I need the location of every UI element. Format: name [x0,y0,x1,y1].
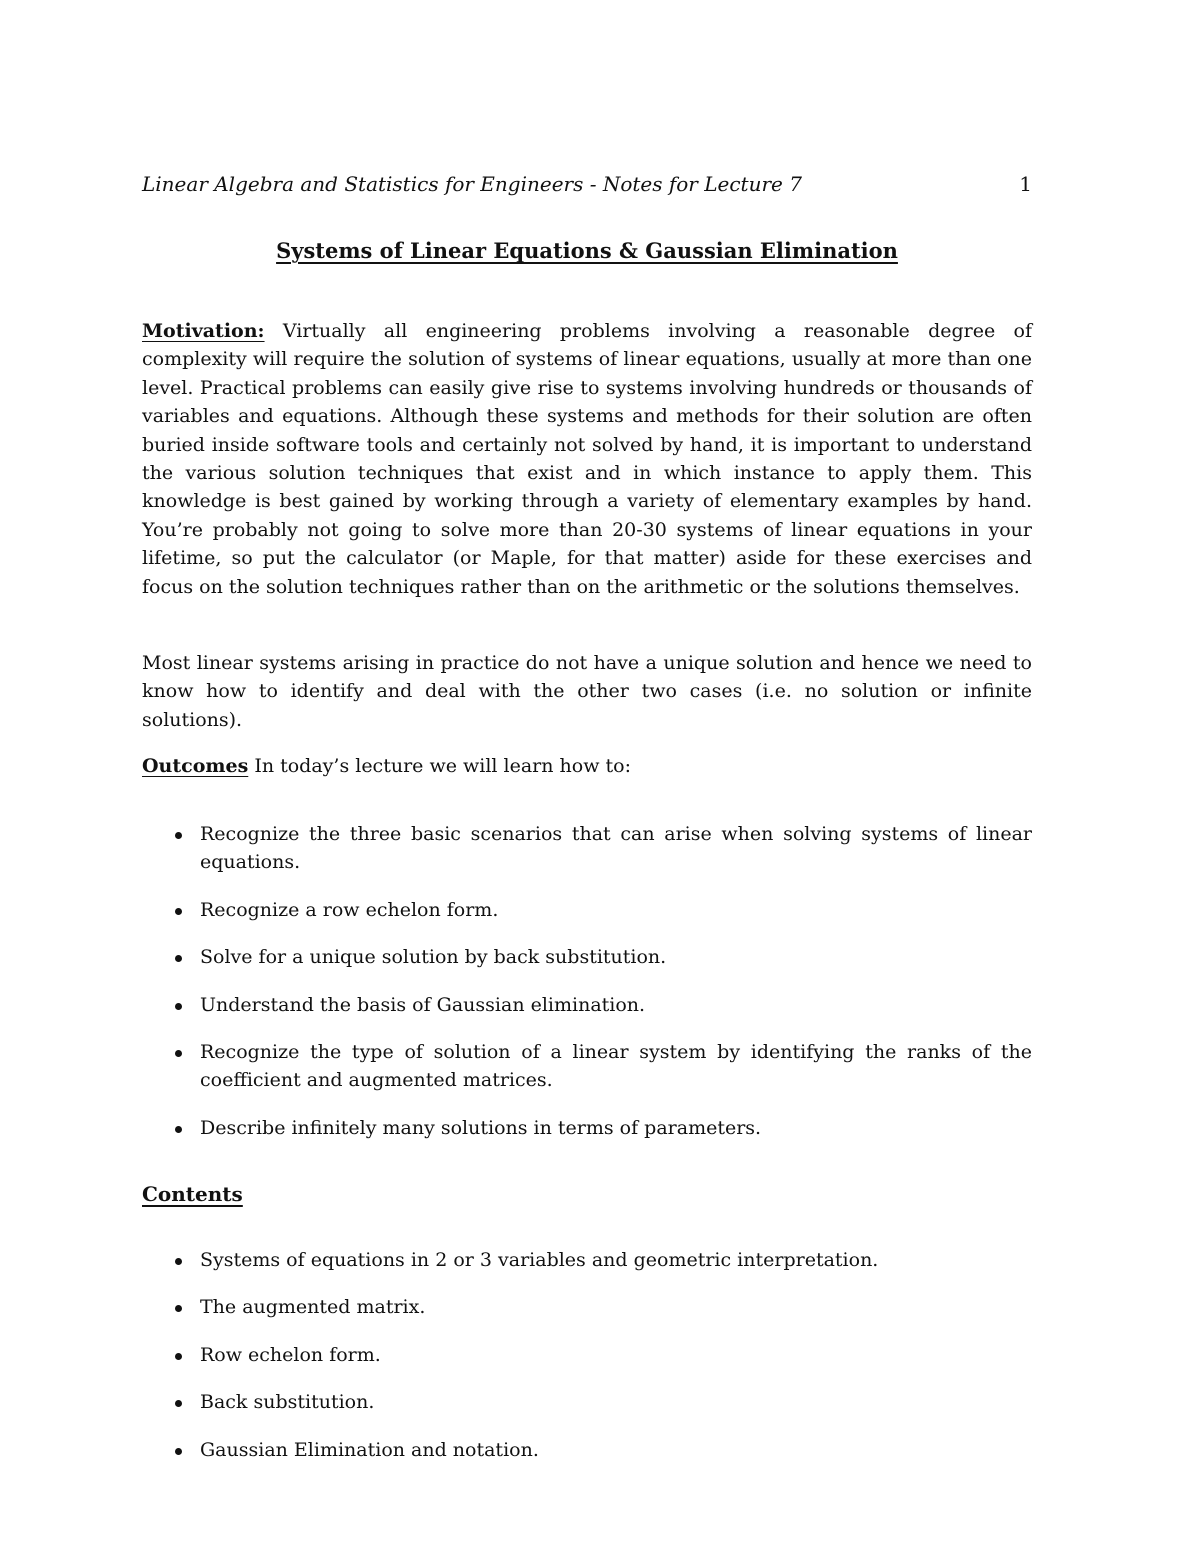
running-title: Linear Algebra and Statistics for Engineers - Notes for Lecture 7 [142,172,802,196]
list-item [142,1246,1032,1274]
list-item [142,820,1032,877]
list-item [142,896,1032,924]
page-title: Systems of Linear Equations & Gaussian Elimination [276,238,898,263]
bullet-icon [175,1448,182,1455]
outcomes-list [142,820,1032,1161]
list-item-text: Understand the basis of Gaussian elimination. [200,993,646,1016]
motivation-text: Virtually all engineering problems involving a reasonable degree of complexity will require the solution of systems of linear equations, usually at more than one level. Practical problems can easily give rise to systems involving hundreds or thousands of variables and equations. Although these systems and methods for their solution are often buried inside software tools and certainly not solved by hand, it is important to understand the various solution techniques that exist and in which instance to apply them. This knowledge is best gained by working through a variety of elementary examples by hand. You’re probably not going to solve more than 20-30 systems of linear equations in your lifetime, so put the calculator (or Maple, for that matter) aside for these exercises and focus on the solution techniques rather than on the arithmetic or the solutions themselves. [142,320,1032,598]
list-item-text: Recognize the type of solution of a linear system by identifying the ranks of the coefficient and augmented matrices. [200,1041,1032,1092]
bullet-icon [175,955,182,962]
bullet-icon [175,832,182,839]
motivation-label: Motivation: [142,320,265,342]
contents-heading: Contents [142,1182,243,1206]
list-item-text: The augmented matrix. [200,1296,426,1319]
motivation-paragraph [142,317,1032,601]
outcomes-intro: In today’s lecture we will learn how to: [254,755,631,777]
outcomes-paragraph [142,752,1032,780]
list-item-text: Systems of equations in 2 or 3 variables and geometric interpretation. [200,1249,879,1271]
list-item [142,1341,1032,1369]
list-item-text: Solve for a unique solution by back substitution. [200,946,667,969]
bullet-icon [175,1258,182,1265]
list-item [142,1388,1032,1416]
list-item-text: Recognize a row echelon form. [200,898,499,921]
list-item-text: Recognize the three basic scenarios that can arise when solving systems of linear equations. [200,823,1032,874]
document-page [142,0,1032,1553]
linear-systems-paragraph: Most linear systems arising in practice do not have a unique solution and hence we need to know how to identify and deal with the other two cases (i.e. no solution or infinite solutions). [142,652,1032,731]
bullet-icon [175,908,182,915]
bullet-icon [175,1353,182,1360]
list-item [142,1436,1032,1464]
list-item [142,1114,1032,1142]
list-item [142,991,1032,1019]
bullet-icon [175,1126,182,1133]
bullet-icon [175,1400,182,1407]
page-number: 1 [1019,172,1032,196]
bullet-icon [175,1305,182,1312]
running-header [142,170,1032,198]
contents-list [142,1246,1032,1483]
list-item-text: Row echelon form. [200,1343,381,1366]
list-item [142,1293,1032,1321]
list-item [142,943,1032,971]
list-item-text: Back substitution. [200,1391,375,1414]
bullet-icon [175,1003,182,1010]
outcomes-label: Outcomes [142,755,249,777]
bullet-icon [175,1050,182,1057]
list-item [142,1038,1032,1095]
list-item-text: Describe infinitely many solutions in terms of parameters. [200,1116,762,1139]
list-item-text: Gaussian Elimination and notation. [200,1438,539,1461]
